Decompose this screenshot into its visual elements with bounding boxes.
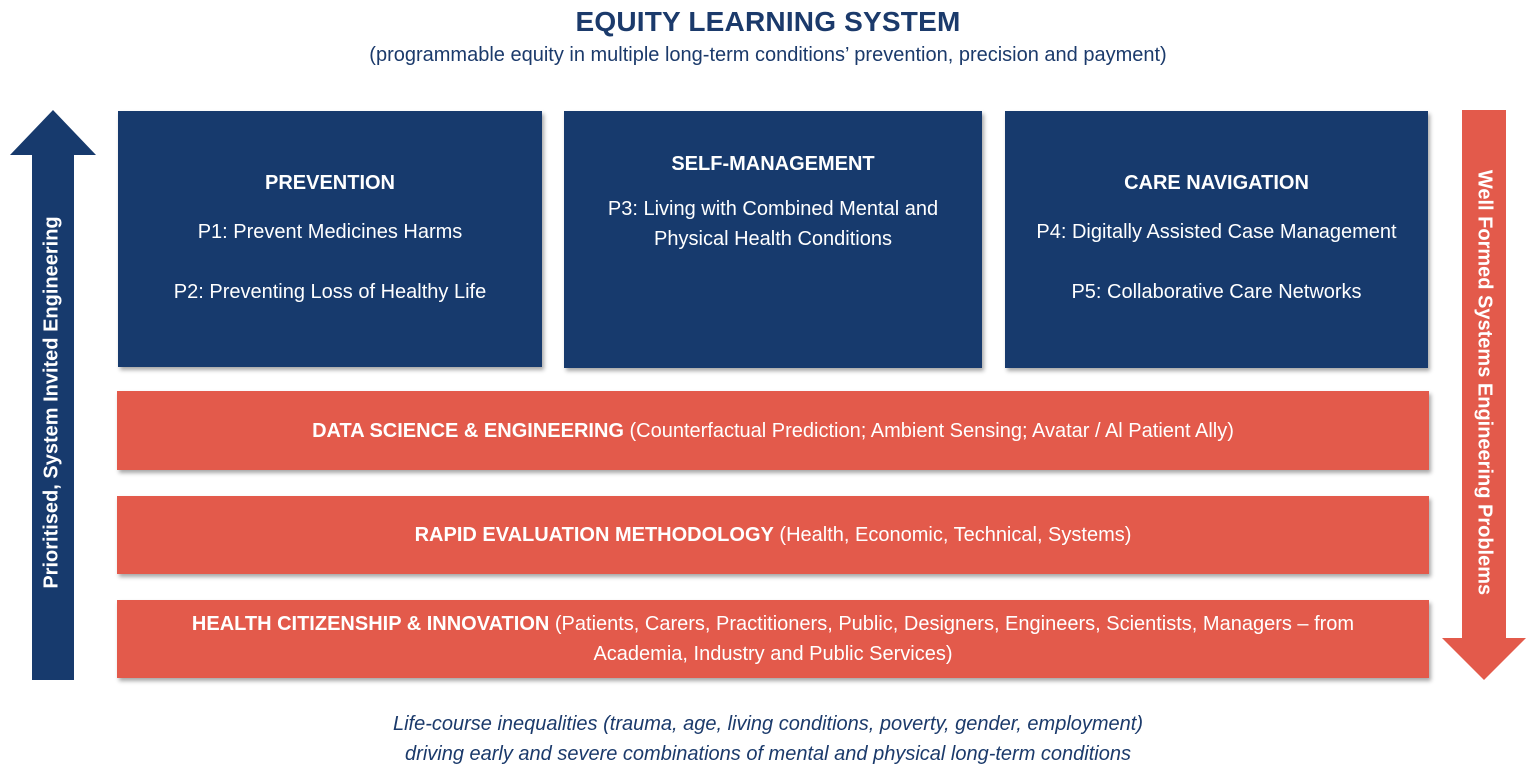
health-citizenship-text: [117, 609, 1429, 669]
footer-line-1: Life-course inequalities (trauma, age, living conditions, poverty, gender, employment): [392, 713, 1144, 735]
footer-line-2: driving early and severe combinations of mental and physical long-term conditions: [405, 743, 1131, 765]
diagram-title: EQUITY LEARNING SYSTEM: [575, 6, 961, 37]
data-science-detail: (Counterfactual Prediction; Ambient Sensing; Avatar / Al Patient Ally): [623, 419, 1234, 442]
rapid-evaluation-heading: RAPID EVALUATION METHODOLOGY: [414, 524, 774, 546]
data-science-band: [117, 391, 1429, 470]
health-citizenship-detail: (Patients, Carers, Practitioners, Public, Designers, Engineers, Scientists, Managers – from Academia, Industry and Public Services): [549, 613, 1355, 665]
care-navigation-box: [1005, 111, 1428, 368]
right-arrow-label: Well Formed Systems Engineering Problems: [1473, 169, 1496, 596]
self-management-heading: SELF-MANAGEMENT: [671, 153, 875, 175]
health-citizenship-band: [117, 600, 1429, 678]
health-citizenship-heading: HEALTH CITIZENSHIP & INNOVATION: [191, 613, 550, 635]
data-science-text: [284, 416, 1262, 446]
self-management-box: [564, 111, 982, 368]
care-navigation-heading: CARE NAVIGATION: [1124, 172, 1309, 194]
data-science-heading: DATA SCIENCE & ENGINEERING: [312, 419, 624, 442]
prevention-heading: PREVENTION: [264, 171, 396, 194]
diagram-subtitle: (programmable equity in multiple long-term conditions’ prevention, precision and payment): [369, 44, 1167, 66]
p1-item: P1: Prevent Medicines Harms: [197, 220, 463, 243]
p4-item: P4: Digitally Assisted Case Management: [1036, 221, 1397, 243]
left-arrow-label: Prioritised, System Invited Engineering: [40, 216, 63, 589]
rapid-evaluation-band: [117, 496, 1429, 574]
rapid-evaluation-text: [387, 520, 1160, 550]
p5-item: P5: Collaborative Care Networks: [1071, 281, 1362, 303]
rapid-evaluation-detail: (Health, Economic, Technical, Systems): [773, 524, 1132, 546]
p3-item: P3: Living with Combined Mental and Physical Health Conditions: [607, 198, 939, 250]
p2-item: P2: Preventing Loss of Healthy Life: [173, 280, 487, 303]
prevention-box: [118, 111, 542, 367]
